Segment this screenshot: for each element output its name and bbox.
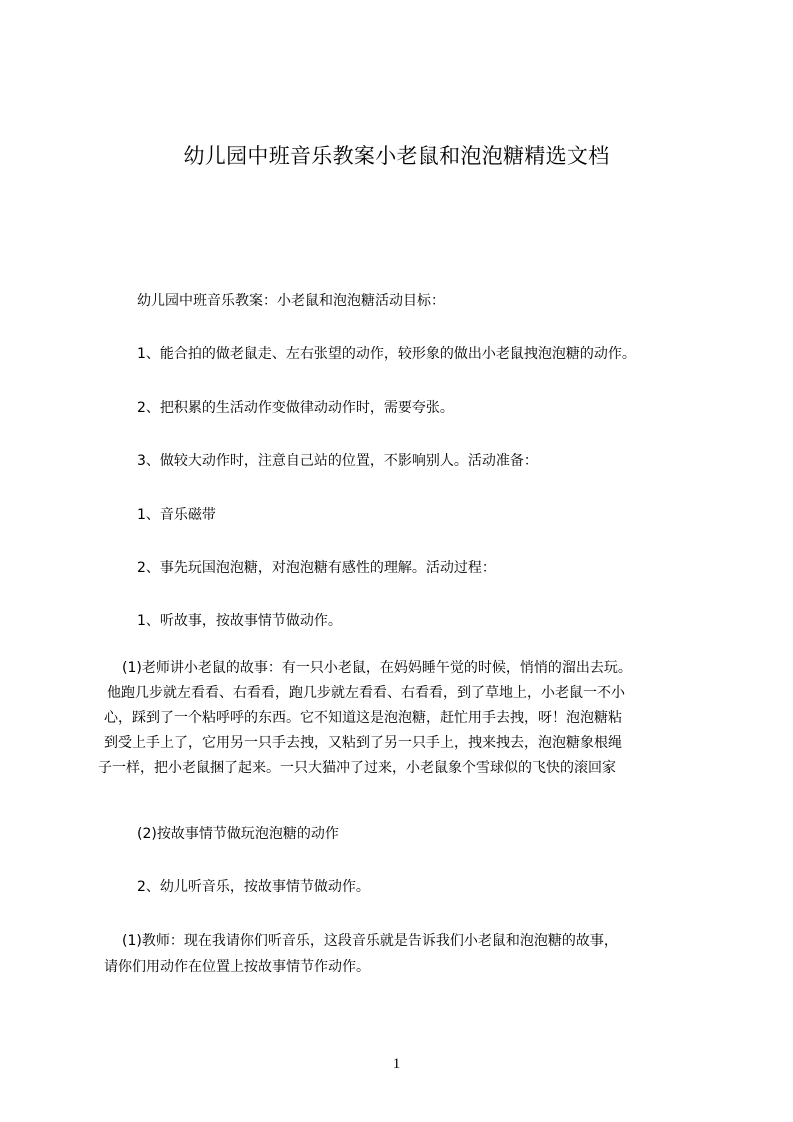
paragraph-preparation-1: 1、音乐磁带: [137, 507, 216, 523]
story-line: 他跑几步就左看看、右看看，跑几步就左看看、右看看，到了草地上，小老鼠一不小: [107, 685, 625, 701]
page-number: 1: [392, 1056, 401, 1072]
paragraph-objectives-heading: 幼儿园中班音乐教案：小老鼠和泡泡糖活动目标：: [137, 293, 445, 309]
story-line: 到受上手上了，它用另一只手去拽，又粘到了另一只手上，拽来拽去，泡泡糖象根绳: [104, 735, 622, 751]
paragraph-preparation-2: 2、事先玩国泡泡糖，对泡泡糖有感性的理解。活动过程：: [137, 560, 496, 576]
paragraph-objective-2: 2、把积累的生活动作变做律动动作时，需要夸张。: [137, 400, 454, 416]
paragraph-objective-1: 1、能合拍的做老鼠走、左右张望的动作，较形象的做出小老鼠拽泡泡糖的动作。: [137, 346, 636, 362]
paragraph-objective-3: 3、做较大动作时，注意自己站的位置，不影响别人。活动准备：: [137, 453, 538, 469]
paragraph-teacher-instruction-cont: 请你们用动作在位置上按故事情节作动作。: [104, 959, 370, 975]
story-line: 心，踩到了一个粘呼呼的东西。它不知道这是泡泡糖，赶忙用手去拽，呀！泡泡糖粘: [104, 710, 622, 726]
paragraph-process-1: 1、听故事，按故事情节做动作。: [137, 613, 342, 629]
document-title: 幼儿园中班音乐教案小老鼠和泡泡糖精选文档: [183, 144, 610, 168]
paragraph-process-2: 2、幼儿听音乐，按故事情节做动作。: [137, 879, 370, 895]
story-paragraph: [100, 656, 740, 781]
paragraph-story-actions: (2)按故事情节做玩泡泡糖的动作: [137, 826, 339, 842]
story-line: (1)老师讲小老鼠的故事：有一只小老鼠，在妈妈睡午觉的时候，悄悄的溜出去玩。: [122, 660, 632, 676]
story-line: 子一样，把小老鼠捆了起来。一只大猫冲了过来，小老鼠象个雪球似的飞快的滚回家: [98, 760, 616, 776]
paragraph-teacher-instruction: (1)教师：现在我请你们听音乐，这段音乐就是告诉我们小老鼠和泡泡糖的故事，: [122, 933, 618, 949]
